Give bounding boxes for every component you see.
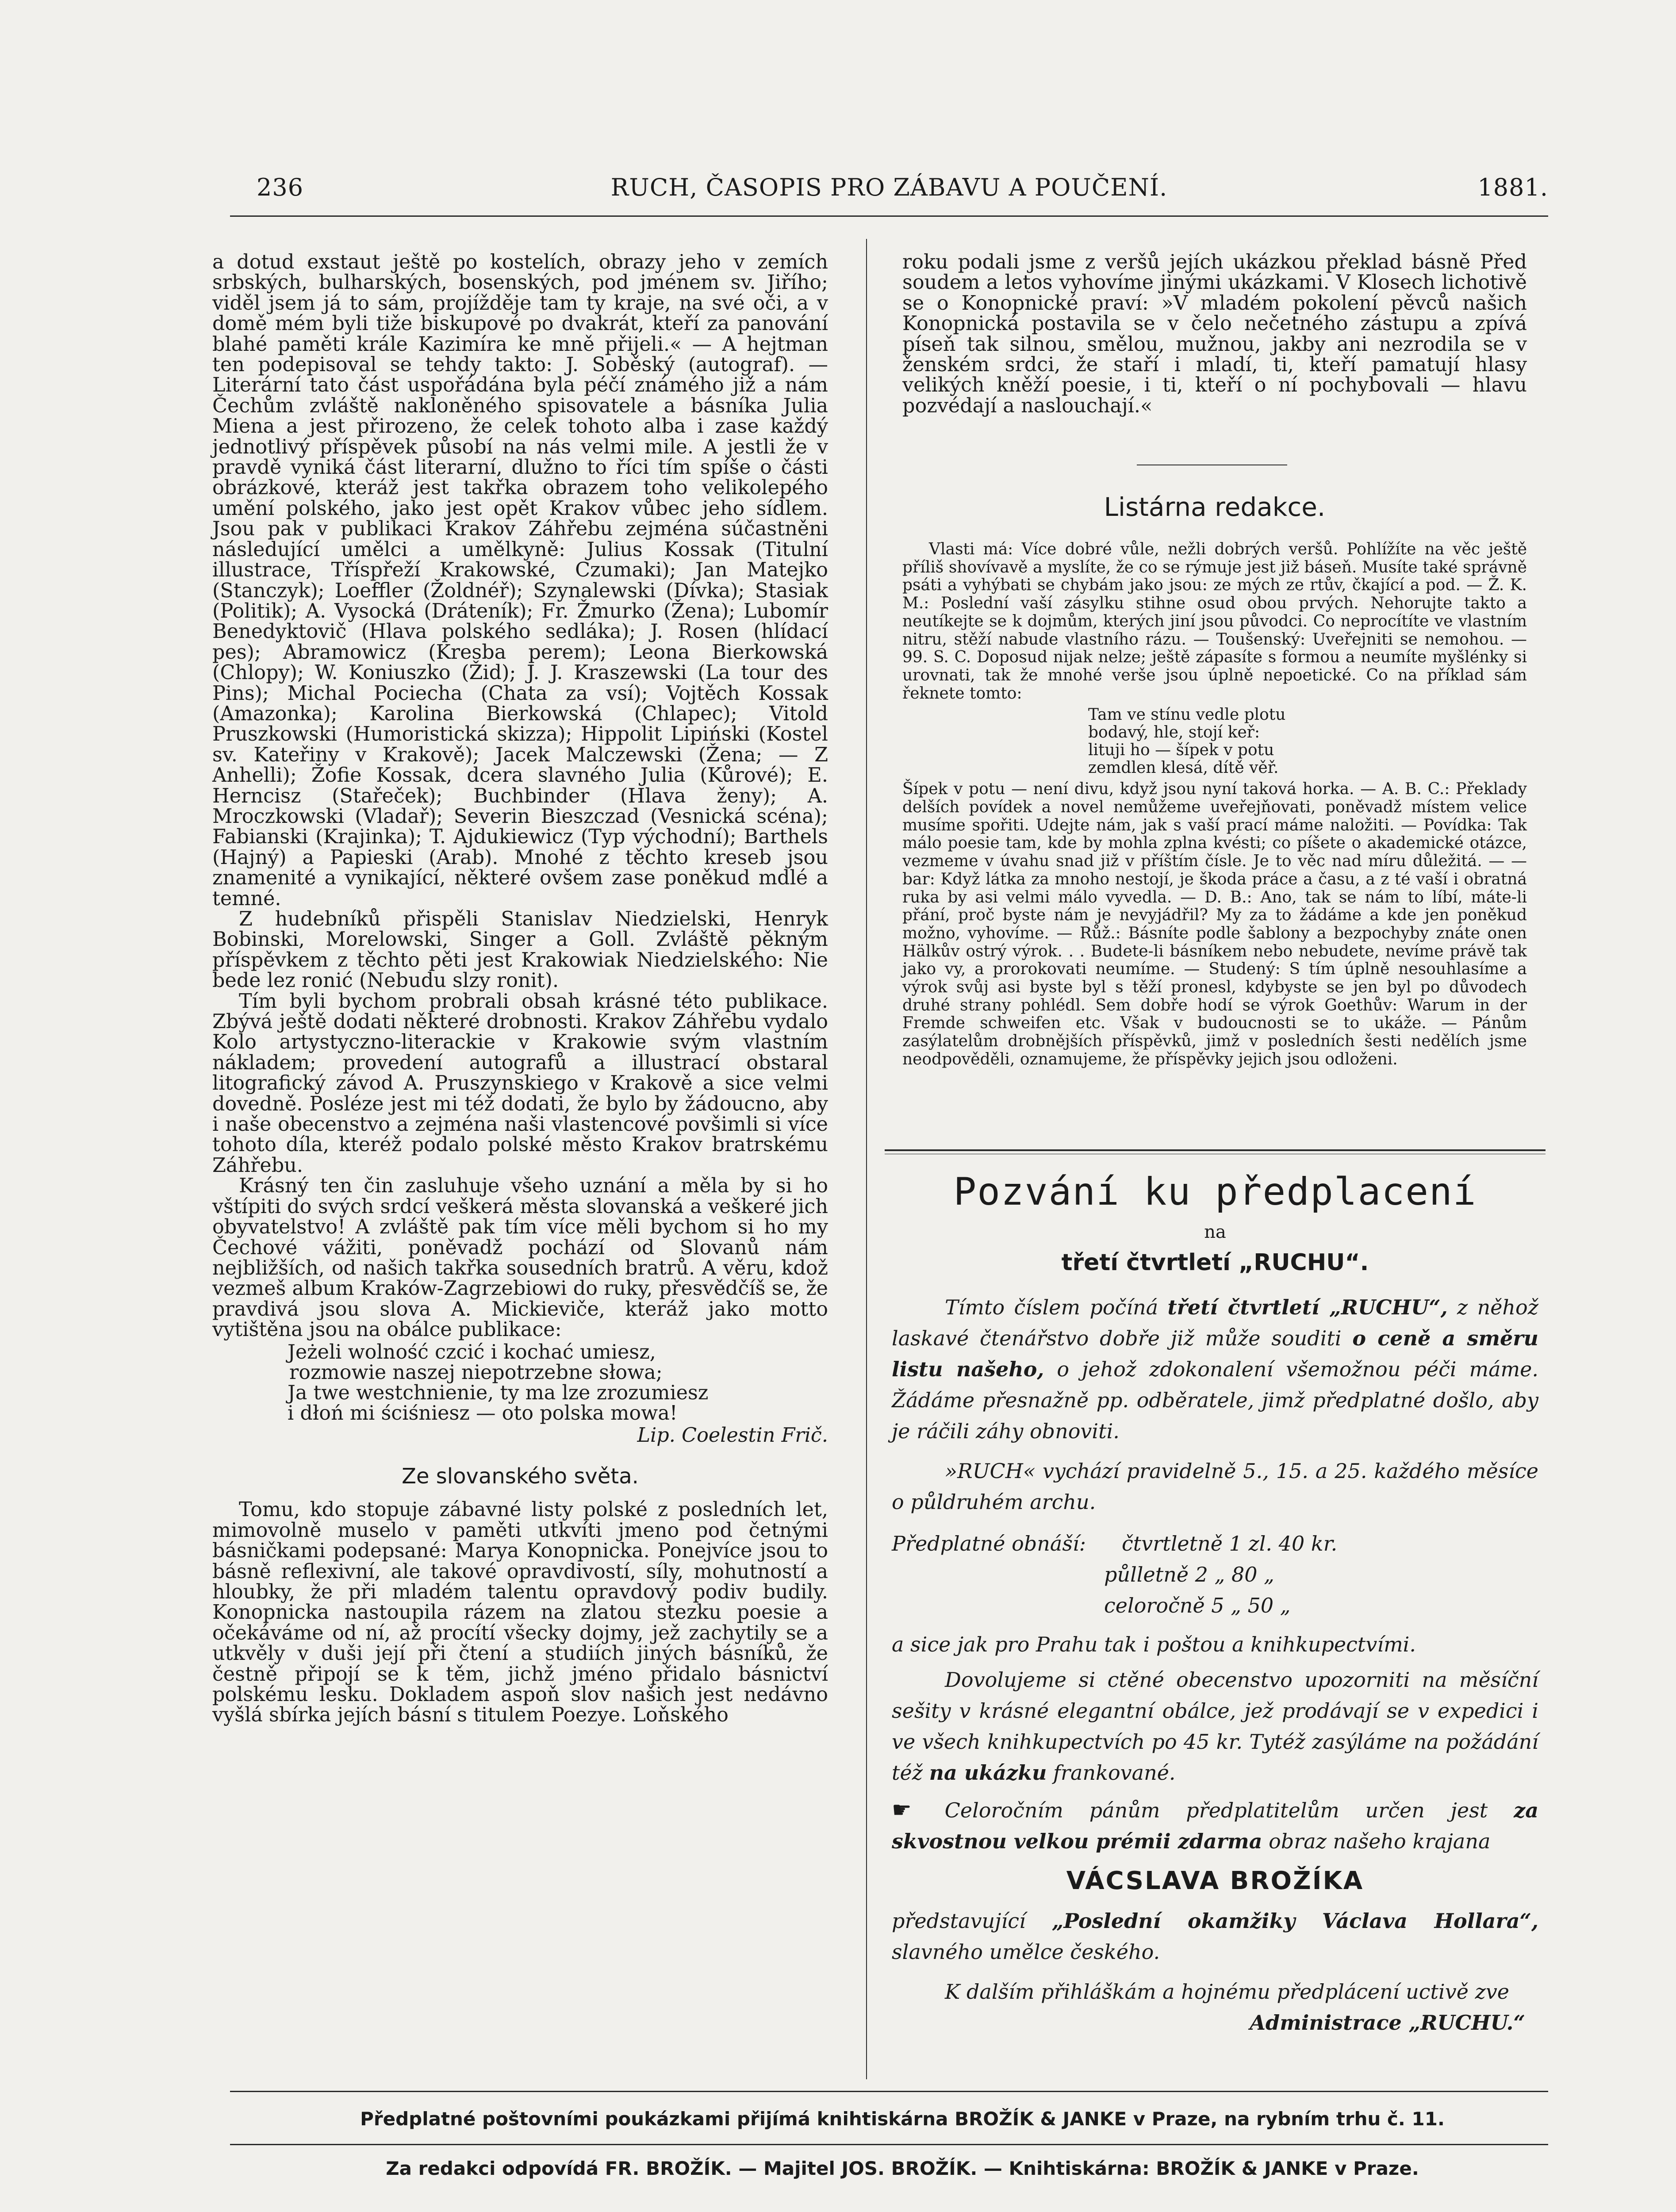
advert-emphasis: třetí čtvrtletí „RUCHU“, bbox=[1167, 1295, 1448, 1319]
header-rule bbox=[230, 215, 1548, 217]
listarna-paragraph-2: Šípek v potu — není divu, když jsou nyní taková horka. — A. B. C.: Překlady delších povídek a novel nemůžeme uveřejňovati, poněvadž místem velice musíme spořiti. Udejte nám, jak s vaší prací máme naložiti. — Povídka: Tak málo poesie tam, kde by mohla zplna kvésti; co píšete o akademické otázce, vezmeme v úvahu snad již v příštím čísle. Je to věc nad míru důležitá. — — bar: Když látka za mnoho nestojí, je škoda práce a času, a z té vaší i obratná ruka by asi velmi málo vyvedla. — D. B.: Ano, tak se nám to líbí, máte-li přání, proč byste nám je nevyjádřil? My za to žádáme a kde jen poněkud možno, vyhovíme. — Růž.: Básníte podle šablony a bezpochyby znáte onen Hälkův ostrý výrok. . . Budete-li básníkem nebo nebudete, nevíme právě tak jako vy, a prorokovati neumíme. — Studený: S tím úplně nesouhlasíme a výrok svůj asi byste byl s těží pronesl, kdybyste se jen byl po důvodech druhé strany pohlédl. Sem dobře hodí se výrok Goethův: Warum in der Fremde schweifen etc. Však v budoucnosti se to ukáže. — Pánům zasýlatelům drobnějších příspěvků, jimž v posledních šesti nedělích jsme neodpověděli, oznamujeme, že příspěvky jejich jsou odloženi. bbox=[902, 780, 1527, 1068]
header-year: 1881. bbox=[1477, 173, 1548, 201]
advert-text: frankované. bbox=[1053, 1761, 1176, 1785]
advert-emphasis: za skvostnou velkou prémii zdarma bbox=[892, 1798, 1539, 1853]
left-paragraph-1: a dotud exstaut ještě po kostelích, obrazy jeho v zemích srbských, bulharských, bosenských, pod jménem sv. Jiřího; viděl jsem já to sám, projížděje tam ty kraje, na své oči, a v domě mém byli tiže biskupové po dvakrát, kteří za panování blahé paměti krále Kazimíra ke mně přijeli.« — A hejtman ten podepisoval se tehdy takto: J. Soběský (autograf). — Literární tato část uspořádána byla péčí známého již a nám Čechům zvláště nakloněného spisovatele a básníka Julia Miena a jest přirozeno, že celek tohoto alba i zase každý jednotlivý příspěvek působí na nás velmi mile. A jestli že v pravdě vyniká část literarní, dlužno to říci tím spíše o části obrázkové, kteráž jest takřka obrazem toho velikolepého umění polského, jako jest opět Krakov vůbec jeho sídlem. Jsou pak v publikaci Krakov Záhřebu zejména súčastněni následující umělci a umělkyně: Julius Kossak (Titulní illustrace, Tříspřeží Krakowské, Czumaki); Jan Matejko (Stanczyk); Loeffler (Žoldnéř); Szynalewski (Dívka); Stasiak (Politik); A. Vysocká (Dráteník); Fr. Žmurko (Žena); Lubomír Benedyktovič (Hlava polského sedláka); J. Rosen (hlídací pes); Abramowicz (Kresba perem); Leona Bierkowská (Chlopy); W. Koniuszko (Žid); J. J. Kraszewski (La tour des Pins); Michal Pociecha (Chata za vsí); Vojtěch Kossak (Amazonka); Karolina Bierkowská (Chlapec); Vitold Pruszkowski (Humoristická skizza); Hippolit Lipiński (Kostel sv. Kateřiny v Krakově); Jacek Malczewski (Žena; — Z Anhelli); Žofie Kossak, dcera slavného Julia (Kůrové); E. Herncisz (Stařeček); Buchbinder (Hlava ženy); A. Mroczkowski (Vladař); Severin Bieszczad (Vesnická scéna); Fabianski (Krajinka); T. Ajdukiewicz (Typ východní); Barthels (Hajný) a Papieski (Arab). Mnohé z těchto kreseb jsou znamenité a vynikající, některé ovšem zase poněkud mdlé a temné. bbox=[212, 251, 828, 910]
advert-text: Dovolujeme si ctěné obecenstvo upozorniti na měsíční sešity v krásné elegantní obálce, jež prodávají se v expedici i ve všech knihkupectvích po 45 kr. Tytéž zasýláme na požádání též bbox=[892, 1668, 1538, 1785]
listarna-verse bbox=[1088, 706, 1527, 777]
advert-text: z něhož laskavé čtenářstvo dobře již může souditi bbox=[892, 1295, 1538, 1350]
advert-text: Tímto číslem počíná bbox=[945, 1295, 1158, 1319]
column-divider bbox=[866, 239, 867, 2079]
price-row bbox=[892, 1528, 1538, 1559]
subscription-advert bbox=[885, 1156, 1546, 2038]
page-header bbox=[230, 173, 1548, 204]
advert-text: obraz našeho krajana bbox=[1269, 1829, 1491, 1853]
poem-line: i dłoń mi ściśniesz — oto polska mowa! bbox=[288, 1402, 678, 1425]
advert-paragraph-4 bbox=[892, 1664, 1538, 1788]
advert-text: slavného umělce českého. bbox=[892, 1940, 1160, 1964]
advert-paragraph-6 bbox=[892, 1905, 1538, 1967]
footer-imprint-line: Za redakci odpovídá FR. BROŽÍK. — Majitel JOS. BROŽÍK. — Knihtiskárna: BROŽÍK & JANKE v Praze. bbox=[386, 2158, 1419, 2179]
verse-line: lituji ho — šípek v potu bbox=[1088, 741, 1274, 760]
advert-paragraph-2: »RUCH« vychází pravidelně 5., 15. a 25. každého měsíce o půldruhém archu. bbox=[892, 1459, 1538, 1514]
listarna-paragraph-1: Vlasti má: Více dobré vůle, nežli dobrých veršů. Pohlížíte na věc ještě příliš shovívavě a myslíte, že co se rýmuje jest již báseň. Musíte také správně psáti a vyhýbati se chybám jako jsou: ze mých ze rtův, čkající a pod. — Ž. K. M.: Poslední vaší zásylku stihne osud obou prvých. Nehorujte takto a neutíkejte se k dojmům, kterých jiní jsou původci. Co neprocítíte ve vlastním nitru, stěží nabude vlastního rázu. — Toušenský: Uveřejniti se nemohou. — 99. S. C. Doposud nijak nelze; ještě zápasíte s formou a neumíte myšlénky si urovnati, tak že mnohé verše jsou úplně nepoetické. Co na příklad sám řeknete tomto: bbox=[902, 540, 1527, 703]
price-table bbox=[892, 1528, 1538, 1621]
left-paragraph-5: Tomu, kdo stopuje zábavné listy polské z posledních let, mimovolně muselo v paměti utkvíti jmeno pod četnými básničkami podepsané: Marya Konopnicka. Ponejvíce jsou to básně reflexivní, ale takové opravdivostí, síly, mohutností a hloubky, že při mladém talentu opravdový podiv budily. Konopnicka nastoupila rázem na zlatou stezku poesie a očekáváme od ní, až procítí všecky dojmy, jež zachytily se a utkvěly v duši její při čtení a studiích jiných básníků, že čestně připojí se k těm, jichž jméno přidalo básnictví polskému lesku. Dokladem aspoň slov našich jest nedávno vyšlá sbírka jejích básní s titulem Poezye. Loňského bbox=[212, 1498, 828, 1727]
advert-body bbox=[885, 1292, 1546, 2038]
advert-title: Pozvání ku předplacení bbox=[953, 1170, 1477, 1214]
price-yearly: celoročně 5 „ 50 „ bbox=[1104, 1594, 1291, 1617]
verse-line: bodavý, hle, stojí keř: bbox=[1088, 723, 1260, 742]
verse-line: zemdlen klesá, dítě věř. bbox=[1088, 759, 1279, 777]
right-paragraph-1: roku podali jsme z veršů jejích ukázkou překlad básně Před soudem a letos vyhovíme jinými ukázkami. V Klosech lichotivě se o Konopnické praví: »V mladém pokolení pěvců našich Konopnická postavila se v čelo nečetného zástupu a zpívá píseň tak silnou, smělou, mužnou, jakby ani nezrodila se v ženském srdci, že staří i mladí, ti, kteří pamatují hlasy velikých kněží poesie, i ti, kteří o ní pochybovali — hlavu pozvédají a naslouchají.« bbox=[902, 251, 1527, 417]
page-number: 236 bbox=[257, 173, 304, 201]
motto-poem bbox=[288, 1342, 828, 1424]
price-halfyear: půlletně 2 „ 80 „ bbox=[1104, 1563, 1275, 1586]
journal-title: RUCH, ČASOPIS PRO ZÁBAVU A POUČENÍ. bbox=[610, 173, 1168, 201]
poem-line: rozmowie naszej niepotrzebne słowa; bbox=[289, 1361, 663, 1384]
left-paragraph-3: Tím byli bychom probrali obsah krásné této publikace. Zbývá ještě dodati některé drobnosti. Krakov Záhřebu vydalo Kolo artystyczno-literackie v Krakowie svým vlastním nákladem; provedení autografů a illustrací obstaral litografický závod A. Pruszynskiego v Krakově a sice velmi dovedně. Posléze jest mi též dodati, že bylo by žádoucno, aby i naše obecenstvo a zejména naši vlastencové povšimli si více tohoto díla, kteréž podalo polské město Krakov bratrskému Záhřebu. bbox=[212, 990, 828, 1177]
advert-signature: Administrace „RUCHU.“ bbox=[1250, 2011, 1525, 2035]
advert-text: o jehož zdokonalení všemožnou péči máme. Žádáme přesnažně pp. odběratele, jimž předplatné došlo, aby je ráčili záhy obnoviti. bbox=[892, 1357, 1538, 1443]
poem-line: Jeżeli wolność czcić i kochać umiesz, bbox=[288, 1340, 656, 1363]
advert-paragraph-7: K dalším přihláškám a hojnému předplácení uctivě zve bbox=[945, 1980, 1510, 2004]
advert-top-rule bbox=[885, 1149, 1546, 1151]
advert-emphasis: o ceně a směru listu našeho, bbox=[892, 1326, 1538, 1381]
advert-emphasis: „Poslední okamžiky Václava Hollara“, bbox=[1051, 1909, 1538, 1933]
left-column bbox=[212, 252, 828, 1726]
footer-rule-top bbox=[230, 2091, 1548, 2092]
advert-paragraph-3: a sice jak pro Prahu tak i poštou a knihkupectvími. bbox=[892, 1632, 1416, 1656]
left-paragraph-4: Krásný ten čin zasluhuje všeho uznání a měla by si ho vštípiti do svých srdcí veškerá města slovanská a veškeré jich obyvatelstvo! A zvláště pak tím více měli bychom si ho my Čechové vážiti, poněvadž pochází od Slovanů nám nejbližších, od našich takřka sousedních bratrů. A věru, kdož vezmeš album Kraków-Zagrzebiowi do ruky, přesvědčíš se, že pravdivá jsou slova A. Mickieviče, kteráž jako motto vytištěna jsou na obálce publikace: bbox=[212, 1175, 828, 1341]
advert-quarter: třetí čtvrtletí „RUCHU“. bbox=[1061, 1249, 1369, 1276]
pointing-hand-icon: ☛ bbox=[892, 1797, 912, 1823]
advert-emphasis: na ukázku bbox=[929, 1761, 1047, 1785]
advert-paragraph-1 bbox=[892, 1292, 1538, 1447]
left-paragraph-2: Z hudebníků přispěli Stanislav Niedzielski, Henryk Bobinski, Morelowski, Singer a Goll. Zvláště pěkným příspěvkem z těchto pěti jest Krakowiak Niedzielského: Nie bede lez ronić (Nebudu slzy ronit). bbox=[212, 908, 828, 992]
right-column-article bbox=[902, 252, 1527, 416]
section-title: Ze slovanského světa. bbox=[402, 1463, 639, 1489]
price-quarterly: čtvrtletně 1 zl. 40 kr. bbox=[1122, 1532, 1338, 1555]
author-signature: Lip. Coelestin Frič. bbox=[637, 1424, 828, 1447]
poem-line: Ja twe westchnienie, ty ma lze zrozumiesz bbox=[288, 1381, 709, 1404]
footer-rule-middle bbox=[230, 2144, 1548, 2145]
verse-line: Tam ve stínu vedle plotu bbox=[1088, 706, 1286, 724]
price-label: Předplatné obnáší: bbox=[892, 1532, 1086, 1555]
advert-paragraph-5 bbox=[892, 1794, 1538, 1857]
advert-text: představující bbox=[892, 1909, 1026, 1933]
painter-name: VÁCSLAVA BROŽÍKA bbox=[1066, 1866, 1364, 1895]
footer-subscription-line: Předplatné poštovními poukázkami přijímá knihtiskárna BROŽÍK & JANKE v Praze, na rybním trhu č. 11. bbox=[360, 2108, 1445, 2130]
advert-text: Celoročním pánům předplatitelům určen jest bbox=[944, 1798, 1488, 1822]
listarna-title: Listárna redakce. bbox=[1104, 492, 1326, 522]
listarna-text bbox=[902, 541, 1527, 1069]
advert-na: na bbox=[1204, 1222, 1226, 1242]
